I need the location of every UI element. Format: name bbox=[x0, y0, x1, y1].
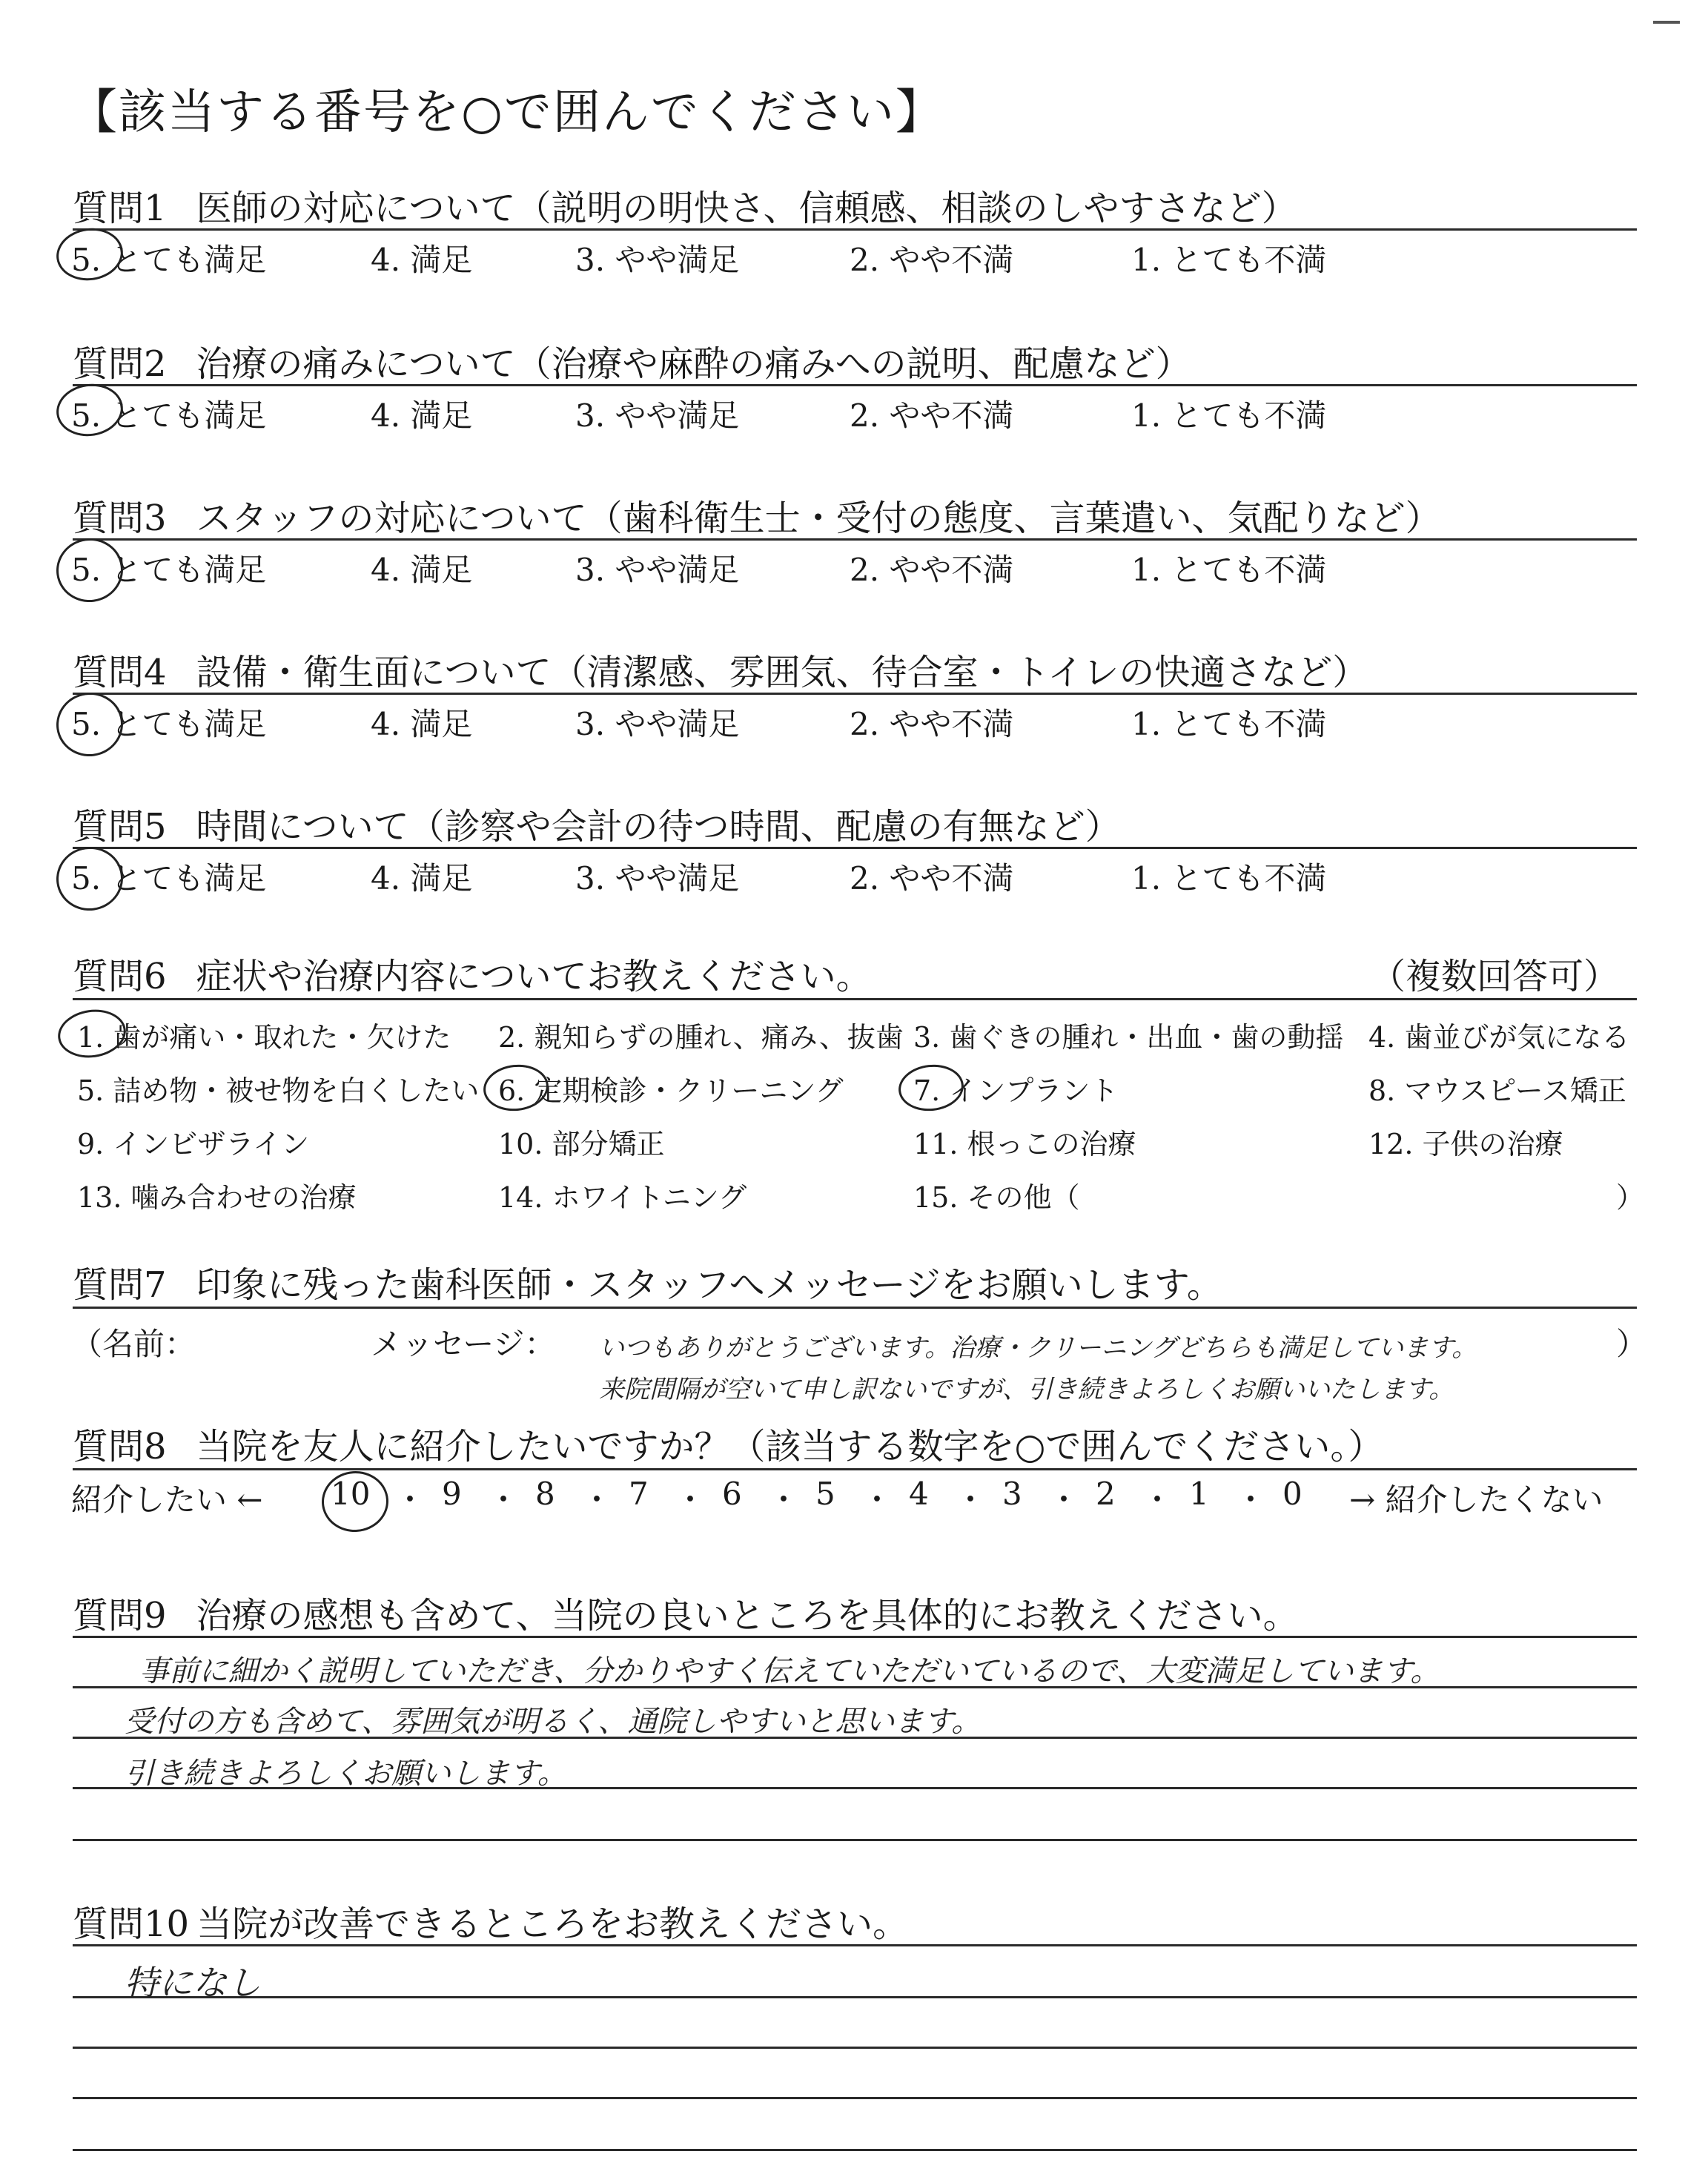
q6-rule bbox=[73, 998, 1637, 1000]
page-title: 【該当する番号を○で囲んでください】 bbox=[70, 85, 944, 140]
q8-scale-separator: ・ bbox=[1235, 1482, 1267, 1518]
corner-mark bbox=[1653, 0, 1680, 24]
q8-scale-separator: ・ bbox=[955, 1482, 987, 1518]
q6-option-6[interactable]: 6. 定期検診・クリーニング bbox=[498, 1074, 844, 1107]
q6-option-8[interactable]: 8. マウスピース矯正 bbox=[1368, 1074, 1626, 1107]
q1-number: 質問1 bbox=[73, 188, 167, 229]
q4-heading bbox=[73, 644, 1368, 695]
q3-rule bbox=[73, 538, 1637, 541]
q5-number: 質問5 bbox=[73, 806, 167, 848]
q1-text: 医師の対応について（説明の明快さ、信頼感、相談のしやすさなど） bbox=[196, 188, 1297, 229]
q8-scale-separator: ・ bbox=[1142, 1482, 1174, 1518]
q3-option-5[interactable]: 5. とても満足 bbox=[71, 552, 267, 588]
q4-rule bbox=[73, 693, 1637, 695]
q8-scale-value-1[interactable]: 1 bbox=[1189, 1476, 1209, 1512]
q6-option-11[interactable]: 11. 根っこの治療 bbox=[913, 1128, 1136, 1160]
q8-right-label: → 紹介したくない bbox=[1349, 1482, 1603, 1518]
q7-rule bbox=[73, 1307, 1637, 1309]
q9-text: 治療の感想も含めて、当院の良いところを具体的にお教えください。 bbox=[196, 1595, 1299, 1636]
q8-scale-value-4[interactable]: 4 bbox=[909, 1476, 929, 1512]
q1-option-1[interactable]: 1. とても不満 bbox=[1131, 242, 1327, 278]
q10-number: 質問10 bbox=[73, 1903, 190, 1945]
q4-option-1[interactable]: 1. とても不満 bbox=[1131, 706, 1327, 742]
q2-option-2[interactable]: 2. やや不満 bbox=[850, 397, 1014, 434]
q8-heading bbox=[73, 1418, 1383, 1469]
q6-option-9[interactable]: 9. インビザライン bbox=[77, 1128, 310, 1160]
q2-text: 治療の痛みについて（治療や麻酔の痛みへの説明、配慮など） bbox=[196, 343, 1191, 385]
q4-option-2[interactable]: 2. やや不満 bbox=[850, 706, 1014, 742]
q8-scale-value-8[interactable]: 8 bbox=[535, 1476, 555, 1512]
q5-option-1[interactable]: 1. とても不満 bbox=[1131, 860, 1327, 896]
q7-message-label: メッセージ： bbox=[371, 1326, 556, 1362]
q6-note: （複数回答可） bbox=[1370, 956, 1620, 997]
q7-name-label: （名前： bbox=[71, 1326, 196, 1362]
q8-scale-separator: ・ bbox=[861, 1482, 893, 1518]
q6-option-14[interactable]: 14. ホワイトニング bbox=[498, 1181, 747, 1214]
q2-heading bbox=[73, 335, 1191, 386]
q1-option-5[interactable]: 5. とても満足 bbox=[71, 242, 267, 278]
q2-option-4[interactable]: 4. 満足 bbox=[371, 397, 473, 434]
q2-rule bbox=[73, 384, 1637, 386]
q7-handwritten-line-1: いつもありがとうございます。治療・クリーニングどちらも満足しています。 bbox=[599, 1333, 1477, 1363]
q6-option-1[interactable]: 1. 歯が痛い・取れた・欠けた bbox=[77, 1021, 451, 1054]
q9-heading bbox=[73, 1587, 1299, 1638]
q8-scale-value-5[interactable]: 5 bbox=[815, 1476, 835, 1512]
q9-number: 質問9 bbox=[73, 1595, 167, 1636]
q8-scale-separator: ・ bbox=[1048, 1482, 1080, 1518]
q9-handwritten-line-2: 受付の方も含めて、雰囲気が明るく、通院しやすいと思います。 bbox=[125, 1705, 982, 1739]
q4-text: 設備・衛生面について（清潔感、雰囲気、待合室・トイレの快適さなど） bbox=[196, 652, 1368, 693]
q6-option-7[interactable]: 7. インプラント bbox=[913, 1074, 1119, 1107]
q6-option-5[interactable]: 5. 詰め物・被せ物を白くしたい bbox=[77, 1074, 480, 1107]
q5-option-5[interactable]: 5. とても満足 bbox=[71, 860, 267, 896]
q6-text: 症状や治療内容についてお教えください。 bbox=[196, 956, 872, 997]
q3-heading bbox=[73, 489, 1441, 541]
q10-rule-5 bbox=[73, 2149, 1637, 2151]
q8-scale-value-9[interactable]: 9 bbox=[442, 1476, 462, 1512]
q2-option-3[interactable]: 3. やや満足 bbox=[575, 397, 740, 434]
q5-text: 時間について（診察や会計の待つ時間、配慮の有無など） bbox=[196, 806, 1121, 848]
q5-option-3[interactable]: 3. やや満足 bbox=[575, 860, 740, 896]
q6-option-4[interactable]: 4. 歯並びが気になる bbox=[1368, 1021, 1630, 1054]
q6-option-13[interactable]: 13. 噛み合わせの治療 bbox=[77, 1181, 357, 1214]
q9-handwritten-line-1: 事前に細かく説明していただき、分かりやすく伝えていただいているので、大変満足しています。 bbox=[139, 1654, 1440, 1688]
q8-text: 当院を友人に紹介したいですか？（該当する数字を○で囲んでください。） bbox=[196, 1426, 1384, 1467]
q8-scale-value-7[interactable]: 7 bbox=[629, 1476, 649, 1512]
q6-option-15[interactable]: 15. その他（ bbox=[913, 1181, 1080, 1214]
q8-number: 質問8 bbox=[73, 1426, 167, 1467]
q1-rule bbox=[73, 228, 1637, 231]
q2-option-5[interactable]: 5. とても満足 bbox=[71, 397, 267, 434]
q10-rule-2 bbox=[73, 1996, 1637, 1998]
q7-handwritten-line-2: 来院間隔が空いて申し訳ないですが、引き続きよろしくお願いいたします。 bbox=[599, 1375, 1454, 1404]
q8-scale-value-6[interactable]: 6 bbox=[722, 1476, 742, 1512]
q9-rule-1 bbox=[73, 1636, 1637, 1638]
q3-option-1[interactable]: 1. とても不満 bbox=[1131, 552, 1327, 588]
q4-number: 質問4 bbox=[73, 652, 167, 693]
q8-scale-value-3[interactable]: 3 bbox=[1002, 1476, 1022, 1512]
q1-option-2[interactable]: 2. やや不満 bbox=[850, 242, 1014, 278]
q6-option-12[interactable]: 12. 子供の治療 bbox=[1368, 1128, 1563, 1160]
q7-number: 質問7 bbox=[73, 1264, 167, 1306]
q7-close-paren: ） bbox=[1616, 1326, 1648, 1362]
q8-scale-value-2[interactable]: 2 bbox=[1096, 1476, 1116, 1512]
q8-scale-value-10[interactable]: 10 bbox=[331, 1476, 371, 1512]
q4-option-4[interactable]: 4. 満足 bbox=[371, 706, 473, 742]
q2-option-1[interactable]: 1. とても不満 bbox=[1131, 397, 1327, 434]
q5-selection-circle bbox=[52, 842, 127, 915]
q8-scale-separator: ・ bbox=[394, 1482, 426, 1518]
q8-rule bbox=[73, 1468, 1637, 1470]
q10-rule-4 bbox=[73, 2097, 1637, 2099]
q10-heading bbox=[73, 1895, 908, 1946]
q5-heading bbox=[73, 798, 1121, 849]
q6-heading bbox=[73, 948, 872, 999]
q7-heading bbox=[73, 1256, 1222, 1307]
q2-number: 質問2 bbox=[73, 343, 167, 385]
q5-option-4[interactable]: 4. 満足 bbox=[371, 860, 473, 896]
q8-scale-separator: ・ bbox=[488, 1482, 520, 1518]
q8-scale-separator: ・ bbox=[581, 1482, 613, 1518]
q3-text: スタッフの対応について（歯科衛生士・受付の態度、言葉遣い、気配りなど） bbox=[196, 498, 1441, 539]
q9-handwritten-line-3: 引き続きよろしくお願いします。 bbox=[125, 1757, 567, 1791]
q10-rule-3 bbox=[73, 2047, 1637, 2049]
q6-close-paren: ） bbox=[1616, 1181, 1645, 1214]
q1-option-3[interactable]: 3. やや満足 bbox=[575, 242, 740, 278]
q1-heading bbox=[73, 179, 1297, 231]
q8-scale-separator: ・ bbox=[768, 1482, 800, 1518]
q1-option-4[interactable]: 4. 満足 bbox=[371, 242, 473, 278]
q6-option-10[interactable]: 10. 部分矯正 bbox=[498, 1128, 665, 1160]
q6-option-2[interactable]: 2. 親知らずの腫れ、痛み、抜歯 bbox=[498, 1021, 904, 1054]
q9-rule-5 bbox=[73, 1839, 1637, 1841]
q3-option-4[interactable]: 4. 満足 bbox=[371, 552, 473, 588]
q7-text: 印象に残った歯科医師・スタッフへメッセージをお願いします。 bbox=[196, 1264, 1222, 1306]
q6-option-3[interactable]: 3. 歯ぐきの腫れ・出血・歯の動揺 bbox=[913, 1021, 1344, 1054]
q3-option-3[interactable]: 3. やや満足 bbox=[575, 552, 740, 588]
q8-scale-value-0[interactable]: 0 bbox=[1282, 1476, 1302, 1512]
q10-rule-1 bbox=[73, 1944, 1637, 1946]
q4-option-3[interactable]: 3. やや満足 bbox=[575, 706, 740, 742]
q4-selection-circle bbox=[52, 688, 127, 761]
q3-number: 質問3 bbox=[73, 498, 167, 539]
q8-scale-separator: ・ bbox=[675, 1482, 706, 1518]
q4-option-5[interactable]: 5. とても満足 bbox=[71, 706, 267, 742]
q5-option-2[interactable]: 2. やや不満 bbox=[850, 860, 1014, 896]
q3-option-2[interactable]: 2. やや不満 bbox=[850, 552, 1014, 588]
q6-number: 質問6 bbox=[73, 956, 167, 997]
q10-handwritten: 特になし bbox=[125, 1963, 261, 2003]
q5-rule bbox=[73, 847, 1637, 849]
q10-text: 当院が改善できるところをお教えください。 bbox=[196, 1903, 909, 1945]
q8-left-label: 紹介したい ← bbox=[71, 1482, 263, 1518]
q3-selection-circle bbox=[52, 534, 127, 607]
